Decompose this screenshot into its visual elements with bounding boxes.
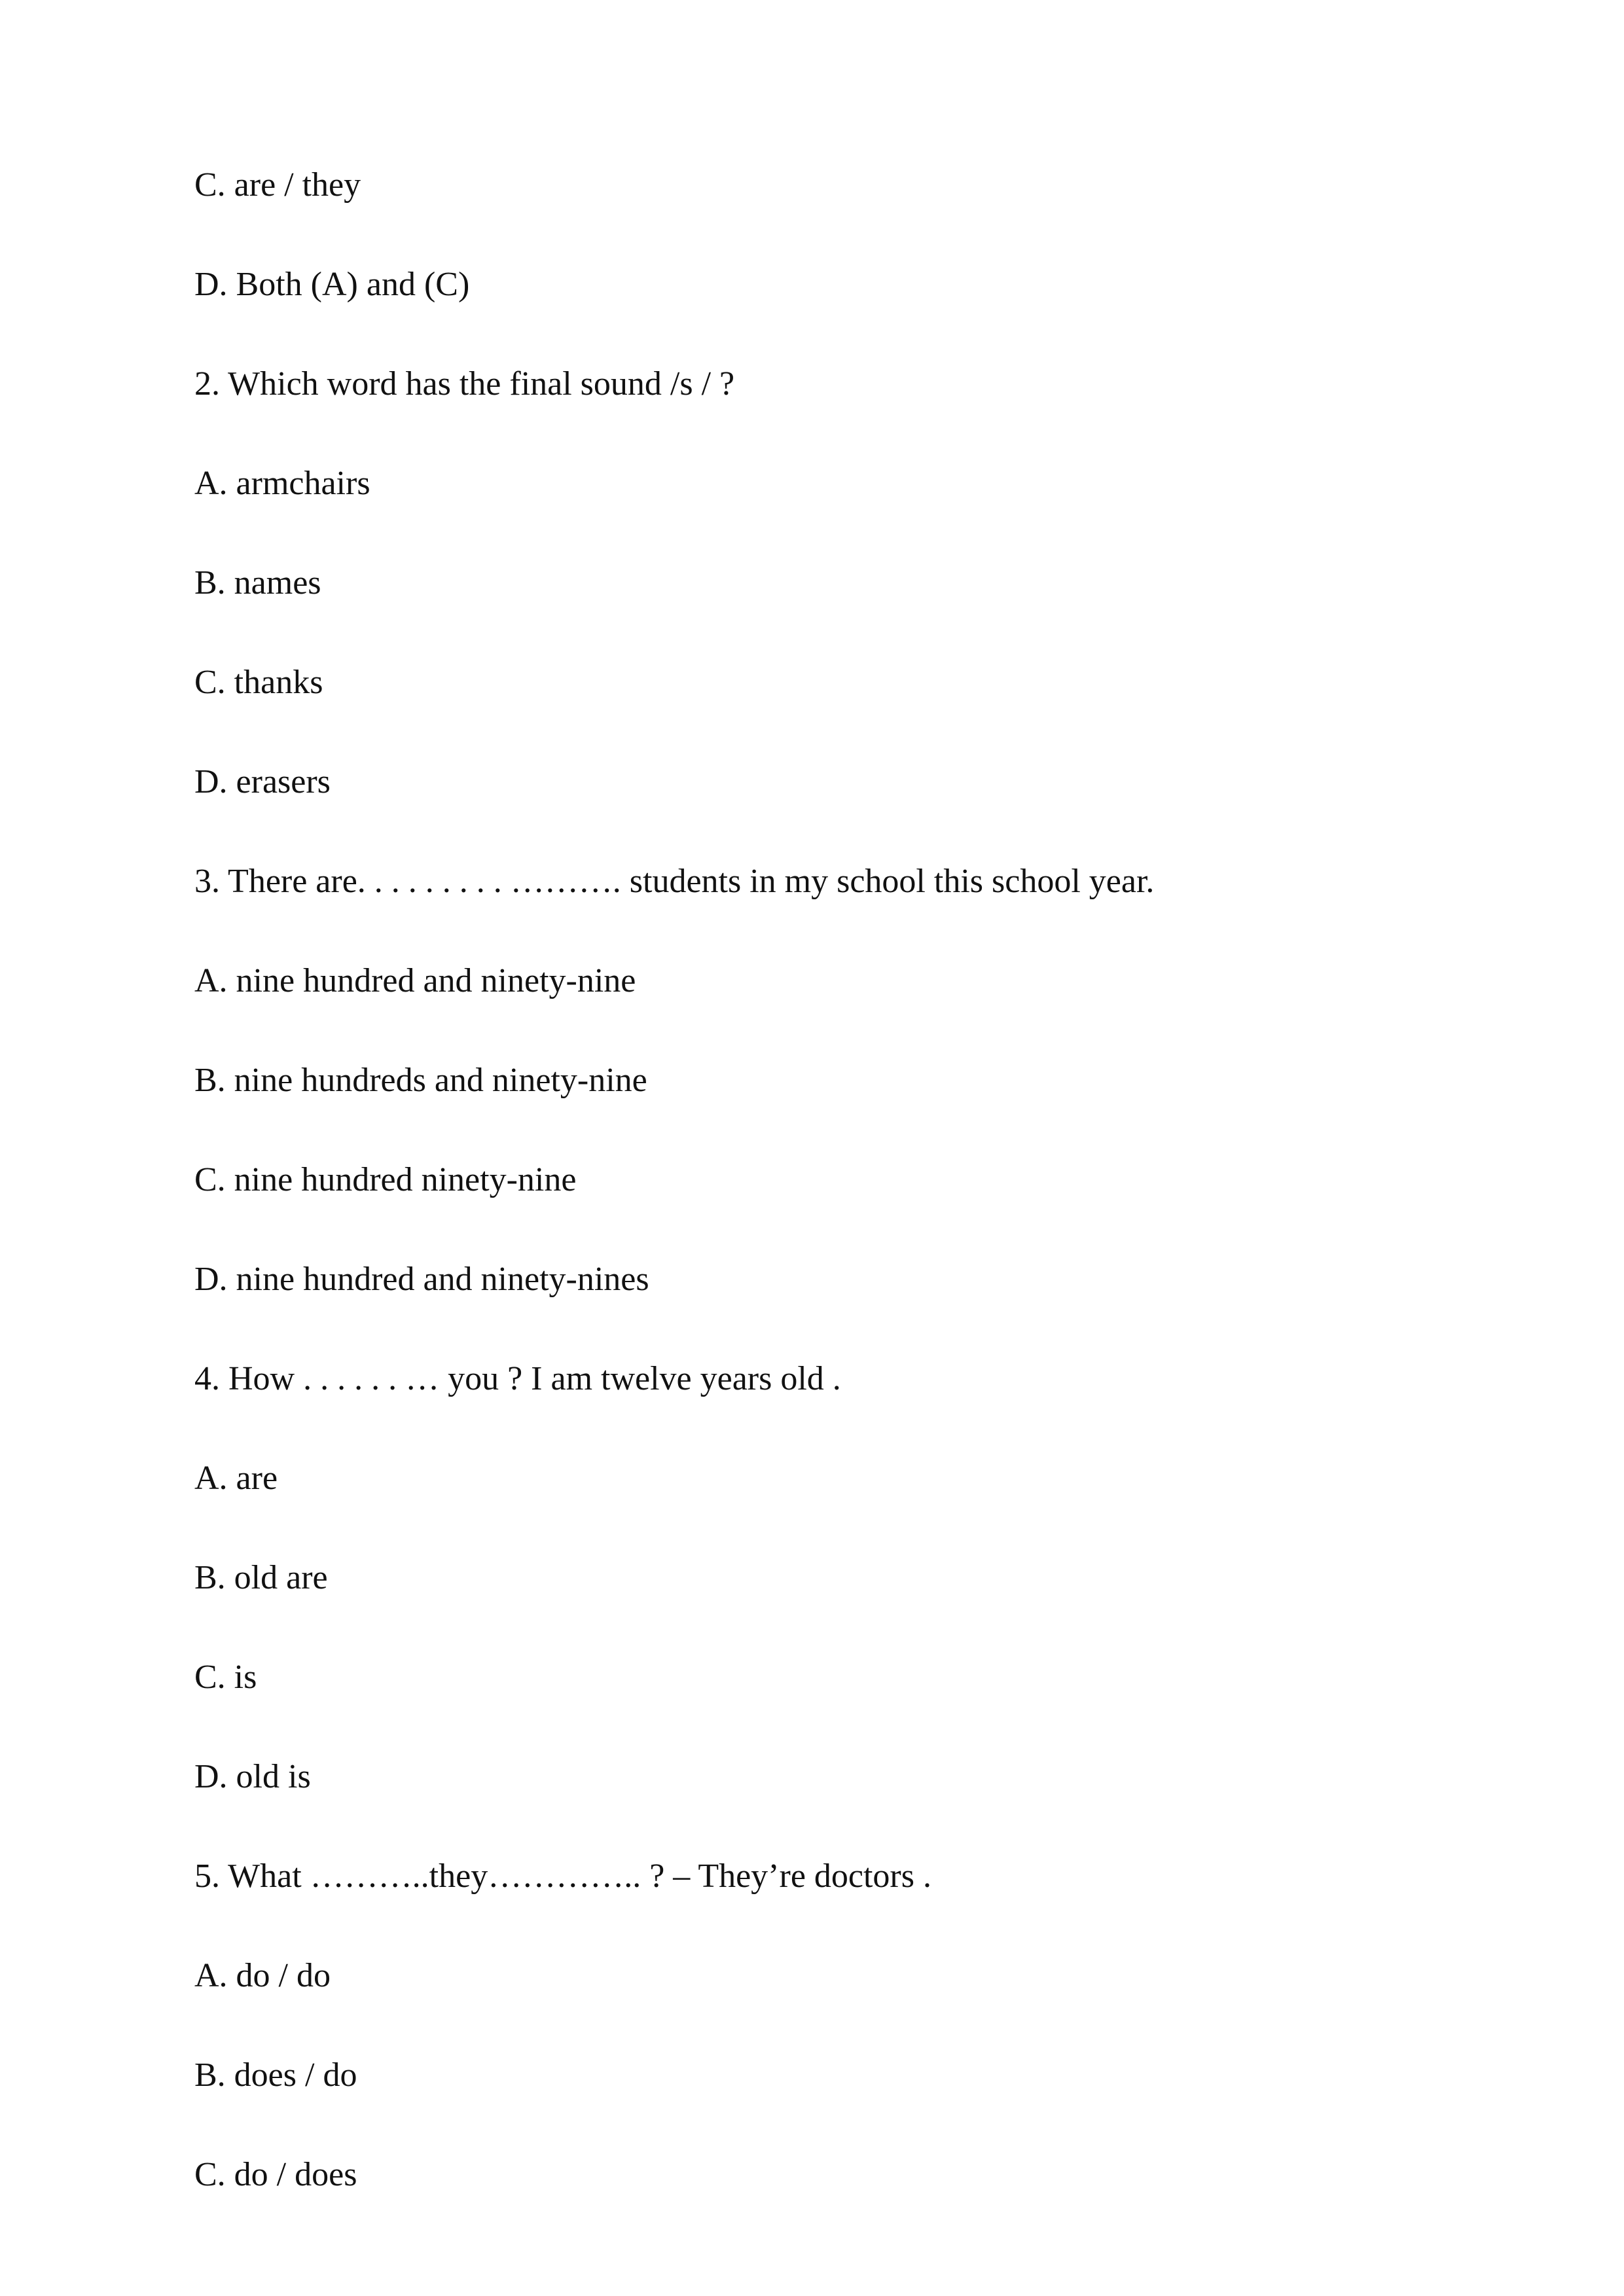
option-5b: B. does / do	[194, 2056, 357, 2094]
option-5a: A. do / do	[194, 1957, 331, 1994]
option-2c: C. thanks	[194, 664, 323, 701]
option-2b: B. names	[194, 564, 321, 601]
option-4b: B. old are	[194, 1559, 328, 1596]
question-2: 2. Which word has the final sound /s / ?	[194, 365, 735, 403]
option-4d: D. old is	[194, 1758, 311, 1795]
option-3b: B. nine hundreds and ninety-nine	[194, 1062, 647, 1099]
option-1d: D. Both (A) and (C)	[194, 266, 470, 303]
option-3d: D. nine hundred and ninety-nines	[194, 1261, 649, 1298]
question-5: 5. What ………..they………….. ? – They’re doctors .	[194, 1857, 931, 1895]
option-2d: D. erasers	[194, 763, 331, 800]
question-3: 3. There are. . . . . . . . . ………. students in my school this school year.	[194, 863, 1155, 900]
option-3c: C. nine hundred ninety-nine	[194, 1161, 577, 1198]
option-4c: C. is	[194, 1659, 257, 1696]
option-1c: C. are / they	[194, 166, 361, 204]
question-4: 4. How . . . . . . … you ? I am twelve years old .	[194, 1360, 841, 1397]
option-2a: A. armchairs	[194, 465, 370, 502]
option-5c: C. do / does	[194, 2156, 357, 2193]
option-4a: A. are	[194, 1460, 278, 1497]
option-3a: A. nine hundred and ninety-nine	[194, 962, 636, 999]
